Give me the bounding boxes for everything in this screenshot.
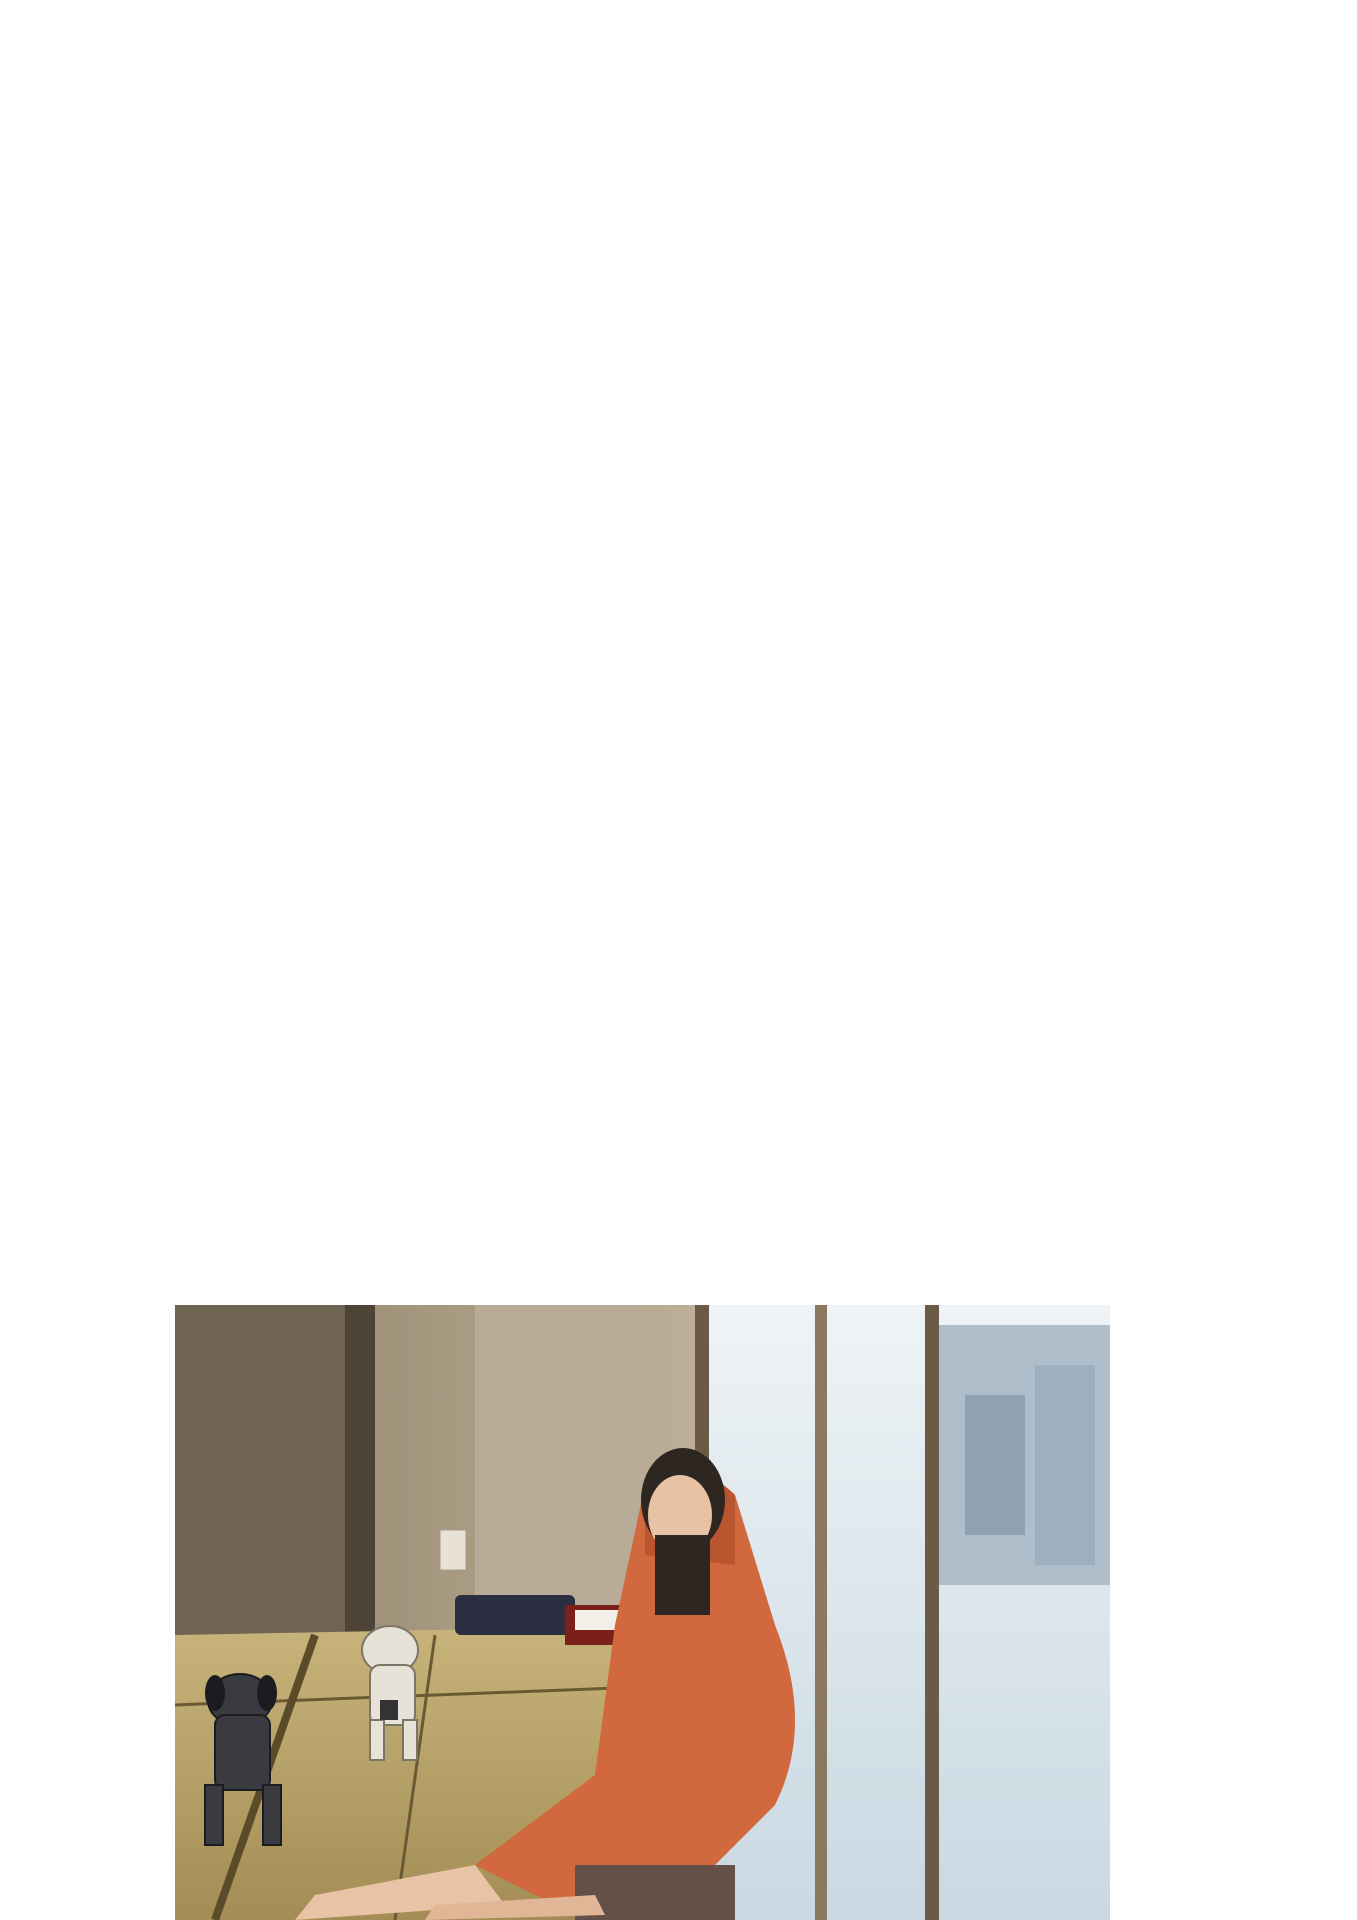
article-column-top <box>741 120 1161 515</box>
section-heading <box>272 152 312 412</box>
headline <box>1162 70 1302 1340</box>
photo-illustration <box>175 1305 1110 1920</box>
article-column-middle <box>471 520 1161 900</box>
photo <box>175 1305 1110 1920</box>
article-column-bottom <box>471 905 1161 1275</box>
